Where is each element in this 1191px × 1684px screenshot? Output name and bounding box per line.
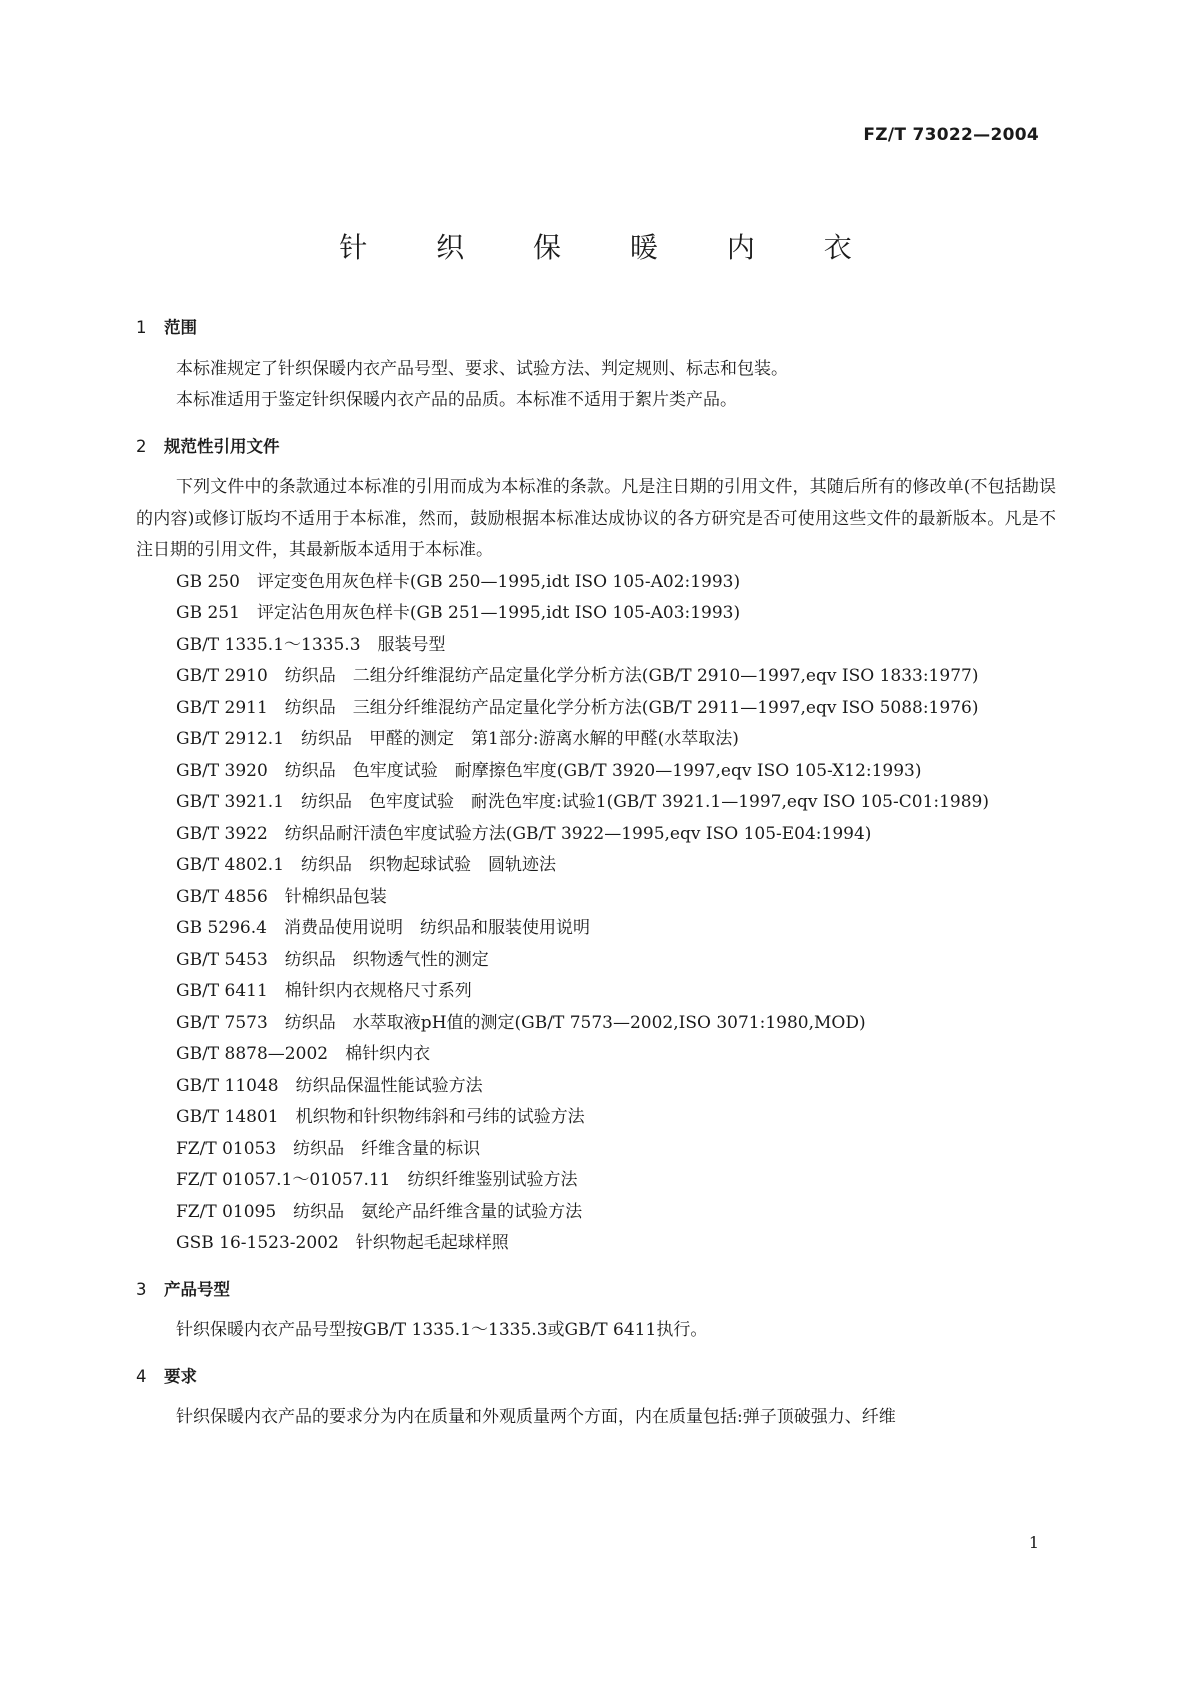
reference-item: GB 251 评定沾色用灰色样卡(GB 251—1995,idt ISO 105-A03:1993) <box>176 603 741 623</box>
section-2-heading <box>136 431 1056 463</box>
section-title: 产品号型 <box>164 1279 230 1299</box>
reference-item: GB/T 11048 纺织品保温性能试验方法 <box>176 1075 483 1096</box>
section-title: 范围 <box>164 318 197 337</box>
paragraph: 本标准适用于鉴定针织保暖内衣产品的品质。本标准不适用于絮片类产品。 <box>176 390 737 410</box>
section-number: 3 <box>136 1279 147 1299</box>
reference-item: GB/T 4802.1 纺织品 织物起球试验 圆轨迹法 <box>176 855 557 875</box>
reference-item: GB/T 6411 棉针织内衣规格尺寸系列 <box>176 981 472 1001</box>
reference-item: GSB 16-1523-2002 针织物起毛起球样照 <box>176 1233 509 1253</box>
section-3-heading <box>136 1274 1056 1306</box>
reference-item: GB/T 8878—2002 棉针织内衣 <box>176 1044 431 1064</box>
reference-item: FZ/T 01053 纺织品 纤维含量的标识 <box>176 1138 481 1159</box>
page-number: 1 <box>1028 1533 1039 1552</box>
reference-item: GB/T 2911 纺织品 三组分纤维混纺产品定量化学分析方法(GB/T 2911—1997,eqv ISO 5088:1976) <box>176 697 979 718</box>
reference-item: GB/T 3920 纺织品 色牢度试验 耐摩擦色牢度(GB/T 3920—1997,eqv ISO 105-X12:1993) <box>176 760 922 781</box>
document-title: 针 织 保 暖 内 衣 <box>339 231 882 264</box>
reference-item: GB 250 评定变色用灰色样卡(GB 250—1995,idt ISO 105-A02:1993) <box>176 571 741 592</box>
section-number: 2 <box>136 436 147 456</box>
reference-item: GB/T 2910 纺织品 二组分纤维混纺产品定量化学分析方法(GB/T 2910—1997,eqv ISO 1833:1977) <box>176 666 979 686</box>
paragraph: 本标准规定了针织保暖内衣产品号型、要求、试验方法、判定规则、标志和包装。 <box>176 358 788 379</box>
reference-item: GB/T 4856 针棉织品包装 <box>176 886 387 907</box>
reference-item: GB/T 3921.1 纺织品 色牢度试验 耐洗色牢度:试验1(GB/T 3921.1—1997,eqv ISO 105-C01:1989) <box>176 792 990 812</box>
section-number: 4 <box>136 1366 147 1386</box>
section-title: 规范性引用文件 <box>164 436 280 456</box>
reference-item: GB/T 1335.1～1335.3 服装号型 <box>176 634 446 655</box>
section-1-heading <box>136 312 1056 344</box>
section-number: 1 <box>136 318 147 337</box>
reference-item: GB/T 7573 纺织品 水萃取液pH值的测定(GB/T 7573—2002,ISO 3071:1980,MOD) <box>176 1012 866 1033</box>
section-4-heading <box>136 1361 1056 1393</box>
reference-item: GB/T 2912.1 纺织品 甲醛的测定 第1部分:游离水解的甲醛(水萃取法) <box>176 729 739 749</box>
reference-item: GB 5296.4 消费品使用说明 纺织品和服装使用说明 <box>176 918 590 938</box>
paragraph: 针织保暖内衣产品的要求分为内在质量和外观质量两个方面，内在质量包括:弹子顶破强力、纤维 <box>176 1407 896 1427</box>
reference-item: FZ/T 01095 纺织品 氨纶产品纤维含量的试验方法 <box>176 1201 583 1222</box>
document-body <box>136 312 1056 1434</box>
paragraph: 针织保暖内衣产品号型按GB/T 1335.1～1335.3或GB/T 6411执行。 <box>176 1320 708 1340</box>
reference-item: GB/T 5453 纺织品 织物透气性的测定 <box>176 949 489 970</box>
paragraph: 下列文件中的条款通过本标准的引用而成为本标准的条款。凡是注日期的引用文件，其随后所有的修改单(不包括勘误的内容)或修订版均不适用于本标准，然而，鼓励根据本标准达成协议的各方研究是否可使用这些文件的最新版本。凡是不注日期的引用文件，其最新版本适用于本标准。 <box>136 477 1056 560</box>
standard-code: FZ/T 73022—2004 <box>863 125 1039 145</box>
section-title: 要求 <box>164 1366 197 1386</box>
reference-item: GB/T 3922 纺织品耐汗渍色牢度试验方法(GB/T 3922—1995,eqv ISO 105-E04:1994) <box>176 823 872 844</box>
reference-item: GB/T 14801 机织物和针织物纬斜和弓纬的试验方法 <box>176 1107 585 1127</box>
reference-item: FZ/T 01057.1～01057.11 纺织纤维鉴别试验方法 <box>176 1170 578 1190</box>
